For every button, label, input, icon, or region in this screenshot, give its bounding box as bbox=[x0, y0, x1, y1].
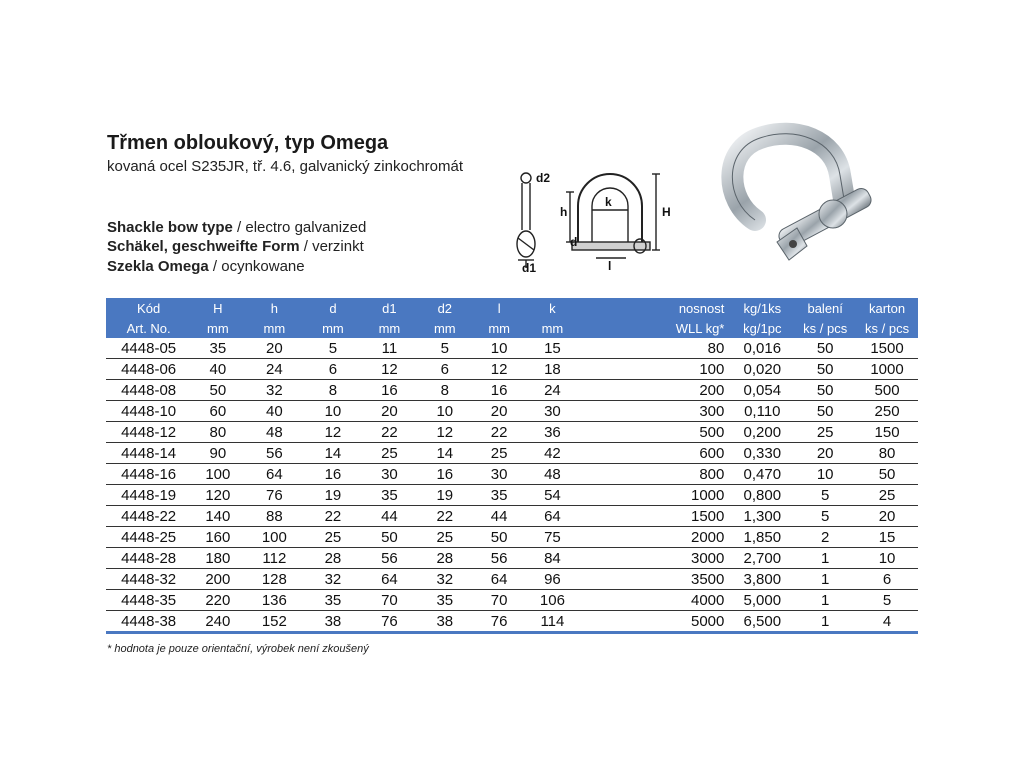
table-cell: 5000 bbox=[579, 611, 730, 633]
product-title: Třmen obloukový, typ Omega bbox=[107, 132, 389, 154]
table-cell: 120 bbox=[191, 485, 244, 506]
table-cell: 25 bbox=[794, 422, 856, 443]
table-cell: 38 bbox=[304, 611, 362, 633]
table-row bbox=[106, 401, 918, 422]
footnote: * hodnota je pouze orientační, výrobek není zkoušený bbox=[107, 643, 369, 655]
table-cell: 0,330 bbox=[730, 443, 794, 464]
table-cell: 114 bbox=[526, 611, 579, 633]
table-cell: 40 bbox=[245, 401, 305, 422]
table-cell: 76 bbox=[473, 611, 526, 633]
column-header: mm bbox=[191, 318, 244, 338]
table-cell: 15 bbox=[856, 527, 918, 548]
table-cell: 50 bbox=[794, 359, 856, 380]
label-k: k bbox=[605, 195, 612, 209]
table-cell: 14 bbox=[304, 443, 362, 464]
table-cell: 0,110 bbox=[730, 401, 794, 422]
table-cell: 5 bbox=[856, 590, 918, 611]
table-row bbox=[106, 527, 918, 548]
column-header: Kód bbox=[106, 298, 191, 318]
table-cell: 35 bbox=[417, 590, 472, 611]
label-d2: d2 bbox=[536, 171, 551, 185]
table-cell: 76 bbox=[245, 485, 305, 506]
table-cell: 3,800 bbox=[730, 569, 794, 590]
table-cell: 25 bbox=[362, 443, 417, 464]
table-cell: 4448-32 bbox=[106, 569, 191, 590]
table-row bbox=[106, 548, 918, 569]
table-cell: 75 bbox=[526, 527, 579, 548]
table-row bbox=[106, 569, 918, 590]
table-cell: 0,054 bbox=[730, 380, 794, 401]
table-cell: 38 bbox=[417, 611, 472, 633]
table-cell: 15 bbox=[526, 338, 579, 359]
table-cell: 5 bbox=[304, 338, 362, 359]
column-header: Art. No. bbox=[106, 318, 191, 338]
table-cell: 32 bbox=[417, 569, 472, 590]
table-cell: 24 bbox=[245, 359, 305, 380]
column-header: karton bbox=[856, 298, 918, 318]
table-cell: 128 bbox=[245, 569, 305, 590]
table-cell: 20 bbox=[245, 338, 305, 359]
table-cell: 30 bbox=[526, 401, 579, 422]
table-cell: 0,800 bbox=[730, 485, 794, 506]
table-cell: 35 bbox=[473, 485, 526, 506]
table-cell: 5,000 bbox=[730, 590, 794, 611]
table-cell: 40 bbox=[191, 359, 244, 380]
table-cell: 20 bbox=[473, 401, 526, 422]
table-cell: 80 bbox=[191, 422, 244, 443]
column-header: WLL kg* bbox=[579, 318, 730, 338]
table-cell: 35 bbox=[362, 485, 417, 506]
table-cell: 30 bbox=[362, 464, 417, 485]
table-cell: 1000 bbox=[579, 485, 730, 506]
table-cell: 35 bbox=[191, 338, 244, 359]
table-cell: 3500 bbox=[579, 569, 730, 590]
column-header: kg/1pc bbox=[730, 318, 794, 338]
table-cell: 12 bbox=[417, 422, 472, 443]
table-cell: 50 bbox=[856, 464, 918, 485]
table-cell: 44 bbox=[473, 506, 526, 527]
table-cell: 36 bbox=[526, 422, 579, 443]
language-name: Shackle bow type bbox=[107, 219, 233, 236]
table-cell: 1 bbox=[794, 569, 856, 590]
table-cell: 96 bbox=[526, 569, 579, 590]
language-name: Szekla Omega bbox=[107, 258, 209, 275]
table-cell: 10 bbox=[856, 548, 918, 569]
table-cell: 1,850 bbox=[730, 527, 794, 548]
table-cell: 16 bbox=[304, 464, 362, 485]
table-cell: 64 bbox=[473, 569, 526, 590]
language-note: / ocynkowane bbox=[208, 258, 305, 275]
table-cell: 70 bbox=[362, 590, 417, 611]
table-cell: 4448-08 bbox=[106, 380, 191, 401]
table-cell: 10 bbox=[417, 401, 472, 422]
table-cell: 22 bbox=[417, 506, 472, 527]
table-row bbox=[106, 464, 918, 485]
table-cell: 48 bbox=[245, 422, 305, 443]
table-header-row bbox=[106, 298, 918, 318]
table-cell: 4448-28 bbox=[106, 548, 191, 569]
table-cell: 48 bbox=[526, 464, 579, 485]
table-cell: 4448-16 bbox=[106, 464, 191, 485]
table-cell: 50 bbox=[794, 380, 856, 401]
table-cell: 300 bbox=[579, 401, 730, 422]
column-header: mm bbox=[304, 318, 362, 338]
column-header: mm bbox=[417, 318, 472, 338]
table-cell: 152 bbox=[245, 611, 305, 633]
table-cell: 44 bbox=[362, 506, 417, 527]
table-row bbox=[106, 611, 918, 633]
table-cell: 6 bbox=[856, 569, 918, 590]
table-cell: 5 bbox=[794, 485, 856, 506]
table-cell: 54 bbox=[526, 485, 579, 506]
column-header: ks / pcs bbox=[794, 318, 856, 338]
table-cell: 56 bbox=[473, 548, 526, 569]
table-cell: 4448-06 bbox=[106, 359, 191, 380]
label-H: H bbox=[662, 205, 671, 219]
table-cell: 100 bbox=[579, 359, 730, 380]
table-cell: 20 bbox=[794, 443, 856, 464]
table-cell: 500 bbox=[856, 380, 918, 401]
column-header: balení bbox=[794, 298, 856, 318]
table-cell: 50 bbox=[473, 527, 526, 548]
table-row bbox=[106, 443, 918, 464]
table-cell: 6 bbox=[417, 359, 472, 380]
table-cell: 4448-10 bbox=[106, 401, 191, 422]
table-cell: 0,470 bbox=[730, 464, 794, 485]
table-cell: 56 bbox=[245, 443, 305, 464]
table-cell: 70 bbox=[473, 590, 526, 611]
table-cell: 4 bbox=[856, 611, 918, 633]
table-row bbox=[106, 338, 918, 359]
table-header-row bbox=[106, 318, 918, 338]
table-cell: 5 bbox=[794, 506, 856, 527]
table-cell: 200 bbox=[191, 569, 244, 590]
table-cell: 140 bbox=[191, 506, 244, 527]
table-cell: 10 bbox=[304, 401, 362, 422]
table-cell: 20 bbox=[362, 401, 417, 422]
table-cell: 30 bbox=[473, 464, 526, 485]
table-cell: 1 bbox=[794, 590, 856, 611]
table-cell: 28 bbox=[304, 548, 362, 569]
language-line-en bbox=[107, 219, 366, 236]
table-cell: 8 bbox=[304, 380, 362, 401]
table-cell: 4448-19 bbox=[106, 485, 191, 506]
table-cell: 500 bbox=[579, 422, 730, 443]
column-header: H bbox=[191, 298, 244, 318]
table-cell: 64 bbox=[526, 506, 579, 527]
table-row bbox=[106, 485, 918, 506]
table-cell: 4448-14 bbox=[106, 443, 191, 464]
table-cell: 16 bbox=[473, 380, 526, 401]
specification-table bbox=[106, 298, 918, 634]
table-cell: 6,500 bbox=[730, 611, 794, 633]
table-cell: 84 bbox=[526, 548, 579, 569]
table-cell: 32 bbox=[245, 380, 305, 401]
table-cell: 19 bbox=[304, 485, 362, 506]
table-cell: 90 bbox=[191, 443, 244, 464]
language-line-de bbox=[107, 238, 364, 255]
table-cell: 0,016 bbox=[730, 338, 794, 359]
table-cell: 240 bbox=[191, 611, 244, 633]
table-cell: 28 bbox=[417, 548, 472, 569]
table-cell: 25 bbox=[417, 527, 472, 548]
table-cell: 25 bbox=[473, 443, 526, 464]
column-header: mm bbox=[245, 318, 305, 338]
table-cell: 1500 bbox=[579, 506, 730, 527]
shackle-product-photo bbox=[715, 120, 895, 280]
shackle-dimension-diagram bbox=[508, 158, 678, 273]
column-header: ks / pcs bbox=[856, 318, 918, 338]
table-cell: 200 bbox=[579, 380, 730, 401]
table-cell: 12 bbox=[473, 359, 526, 380]
table-cell: 5 bbox=[417, 338, 472, 359]
table-cell: 14 bbox=[417, 443, 472, 464]
table-cell: 32 bbox=[304, 569, 362, 590]
table-cell: 2000 bbox=[579, 527, 730, 548]
table-cell: 80 bbox=[856, 443, 918, 464]
table-cell: 1500 bbox=[856, 338, 918, 359]
table-cell: 19 bbox=[417, 485, 472, 506]
table-row bbox=[106, 422, 918, 443]
table-cell: 16 bbox=[362, 380, 417, 401]
table-cell: 42 bbox=[526, 443, 579, 464]
table-cell: 100 bbox=[191, 464, 244, 485]
table-cell: 76 bbox=[362, 611, 417, 633]
table-cell: 10 bbox=[794, 464, 856, 485]
table-cell: 22 bbox=[304, 506, 362, 527]
table-cell: 50 bbox=[794, 401, 856, 422]
language-note: / verzinkt bbox=[299, 238, 364, 255]
column-header: d1 bbox=[362, 298, 417, 318]
label-d: d bbox=[570, 235, 578, 249]
table-cell: 64 bbox=[245, 464, 305, 485]
table-cell: 50 bbox=[191, 380, 244, 401]
table-cell: 800 bbox=[579, 464, 730, 485]
table-cell: 4448-35 bbox=[106, 590, 191, 611]
table-cell: 1000 bbox=[856, 359, 918, 380]
table-cell: 20 bbox=[856, 506, 918, 527]
table-cell: 3000 bbox=[579, 548, 730, 569]
table-cell: 112 bbox=[245, 548, 305, 569]
table-cell: 12 bbox=[304, 422, 362, 443]
column-header: mm bbox=[362, 318, 417, 338]
column-header: nosnost bbox=[579, 298, 730, 318]
table-cell: 2 bbox=[794, 527, 856, 548]
column-header: mm bbox=[526, 318, 579, 338]
table-cell: 4448-22 bbox=[106, 506, 191, 527]
table-cell: 0,020 bbox=[730, 359, 794, 380]
table-cell: 24 bbox=[526, 380, 579, 401]
column-header: k bbox=[526, 298, 579, 318]
column-header: kg/1ks bbox=[730, 298, 794, 318]
table-cell: 600 bbox=[579, 443, 730, 464]
language-note: / electro galvanized bbox=[232, 219, 367, 236]
table-cell: 1 bbox=[794, 611, 856, 633]
table-cell: 180 bbox=[191, 548, 244, 569]
table-row bbox=[106, 359, 918, 380]
product-subtitle: kovaná ocel S235JR, tř. 4.6, galvanický zinkochromát bbox=[107, 158, 464, 175]
table-cell: 0,200 bbox=[730, 422, 794, 443]
table-cell: 16 bbox=[417, 464, 472, 485]
table-cell: 80 bbox=[579, 338, 730, 359]
table-cell: 56 bbox=[362, 548, 417, 569]
table-cell: 220 bbox=[191, 590, 244, 611]
table-cell: 1 bbox=[794, 548, 856, 569]
table-row bbox=[106, 590, 918, 611]
table-cell: 160 bbox=[191, 527, 244, 548]
table-cell: 100 bbox=[245, 527, 305, 548]
table-cell: 50 bbox=[362, 527, 417, 548]
column-header: l bbox=[473, 298, 526, 318]
column-header: h bbox=[245, 298, 305, 318]
table-cell: 136 bbox=[245, 590, 305, 611]
label-d1: d1 bbox=[522, 261, 537, 273]
table-cell: 25 bbox=[856, 485, 918, 506]
table-cell: 106 bbox=[526, 590, 579, 611]
table-cell: 35 bbox=[304, 590, 362, 611]
table-row bbox=[106, 380, 918, 401]
table-cell: 12 bbox=[362, 359, 417, 380]
table-cell: 4448-05 bbox=[106, 338, 191, 359]
language-line-pl bbox=[107, 258, 305, 275]
table-cell: 22 bbox=[473, 422, 526, 443]
table-cell: 4448-38 bbox=[106, 611, 191, 633]
table-cell: 2,700 bbox=[730, 548, 794, 569]
table-cell: 10 bbox=[473, 338, 526, 359]
column-header: d2 bbox=[417, 298, 472, 318]
table-row bbox=[106, 506, 918, 527]
table-cell: 64 bbox=[362, 569, 417, 590]
table-cell: 4000 bbox=[579, 590, 730, 611]
table-cell: 88 bbox=[245, 506, 305, 527]
table-cell: 50 bbox=[794, 338, 856, 359]
table-cell: 22 bbox=[362, 422, 417, 443]
table-cell: 1,300 bbox=[730, 506, 794, 527]
table-cell: 18 bbox=[526, 359, 579, 380]
table-cell: 11 bbox=[362, 338, 417, 359]
table-cell: 250 bbox=[856, 401, 918, 422]
table-cell: 6 bbox=[304, 359, 362, 380]
column-header: mm bbox=[473, 318, 526, 338]
table-cell: 4448-12 bbox=[106, 422, 191, 443]
label-h: h bbox=[560, 205, 568, 219]
language-name: Schäkel, geschweifte Form bbox=[107, 238, 300, 255]
table-cell: 60 bbox=[191, 401, 244, 422]
table-cell: 25 bbox=[304, 527, 362, 548]
table-cell: 8 bbox=[417, 380, 472, 401]
column-header: d bbox=[304, 298, 362, 318]
table-cell: 150 bbox=[856, 422, 918, 443]
label-l: l bbox=[608, 259, 612, 273]
table-cell: 4448-25 bbox=[106, 527, 191, 548]
